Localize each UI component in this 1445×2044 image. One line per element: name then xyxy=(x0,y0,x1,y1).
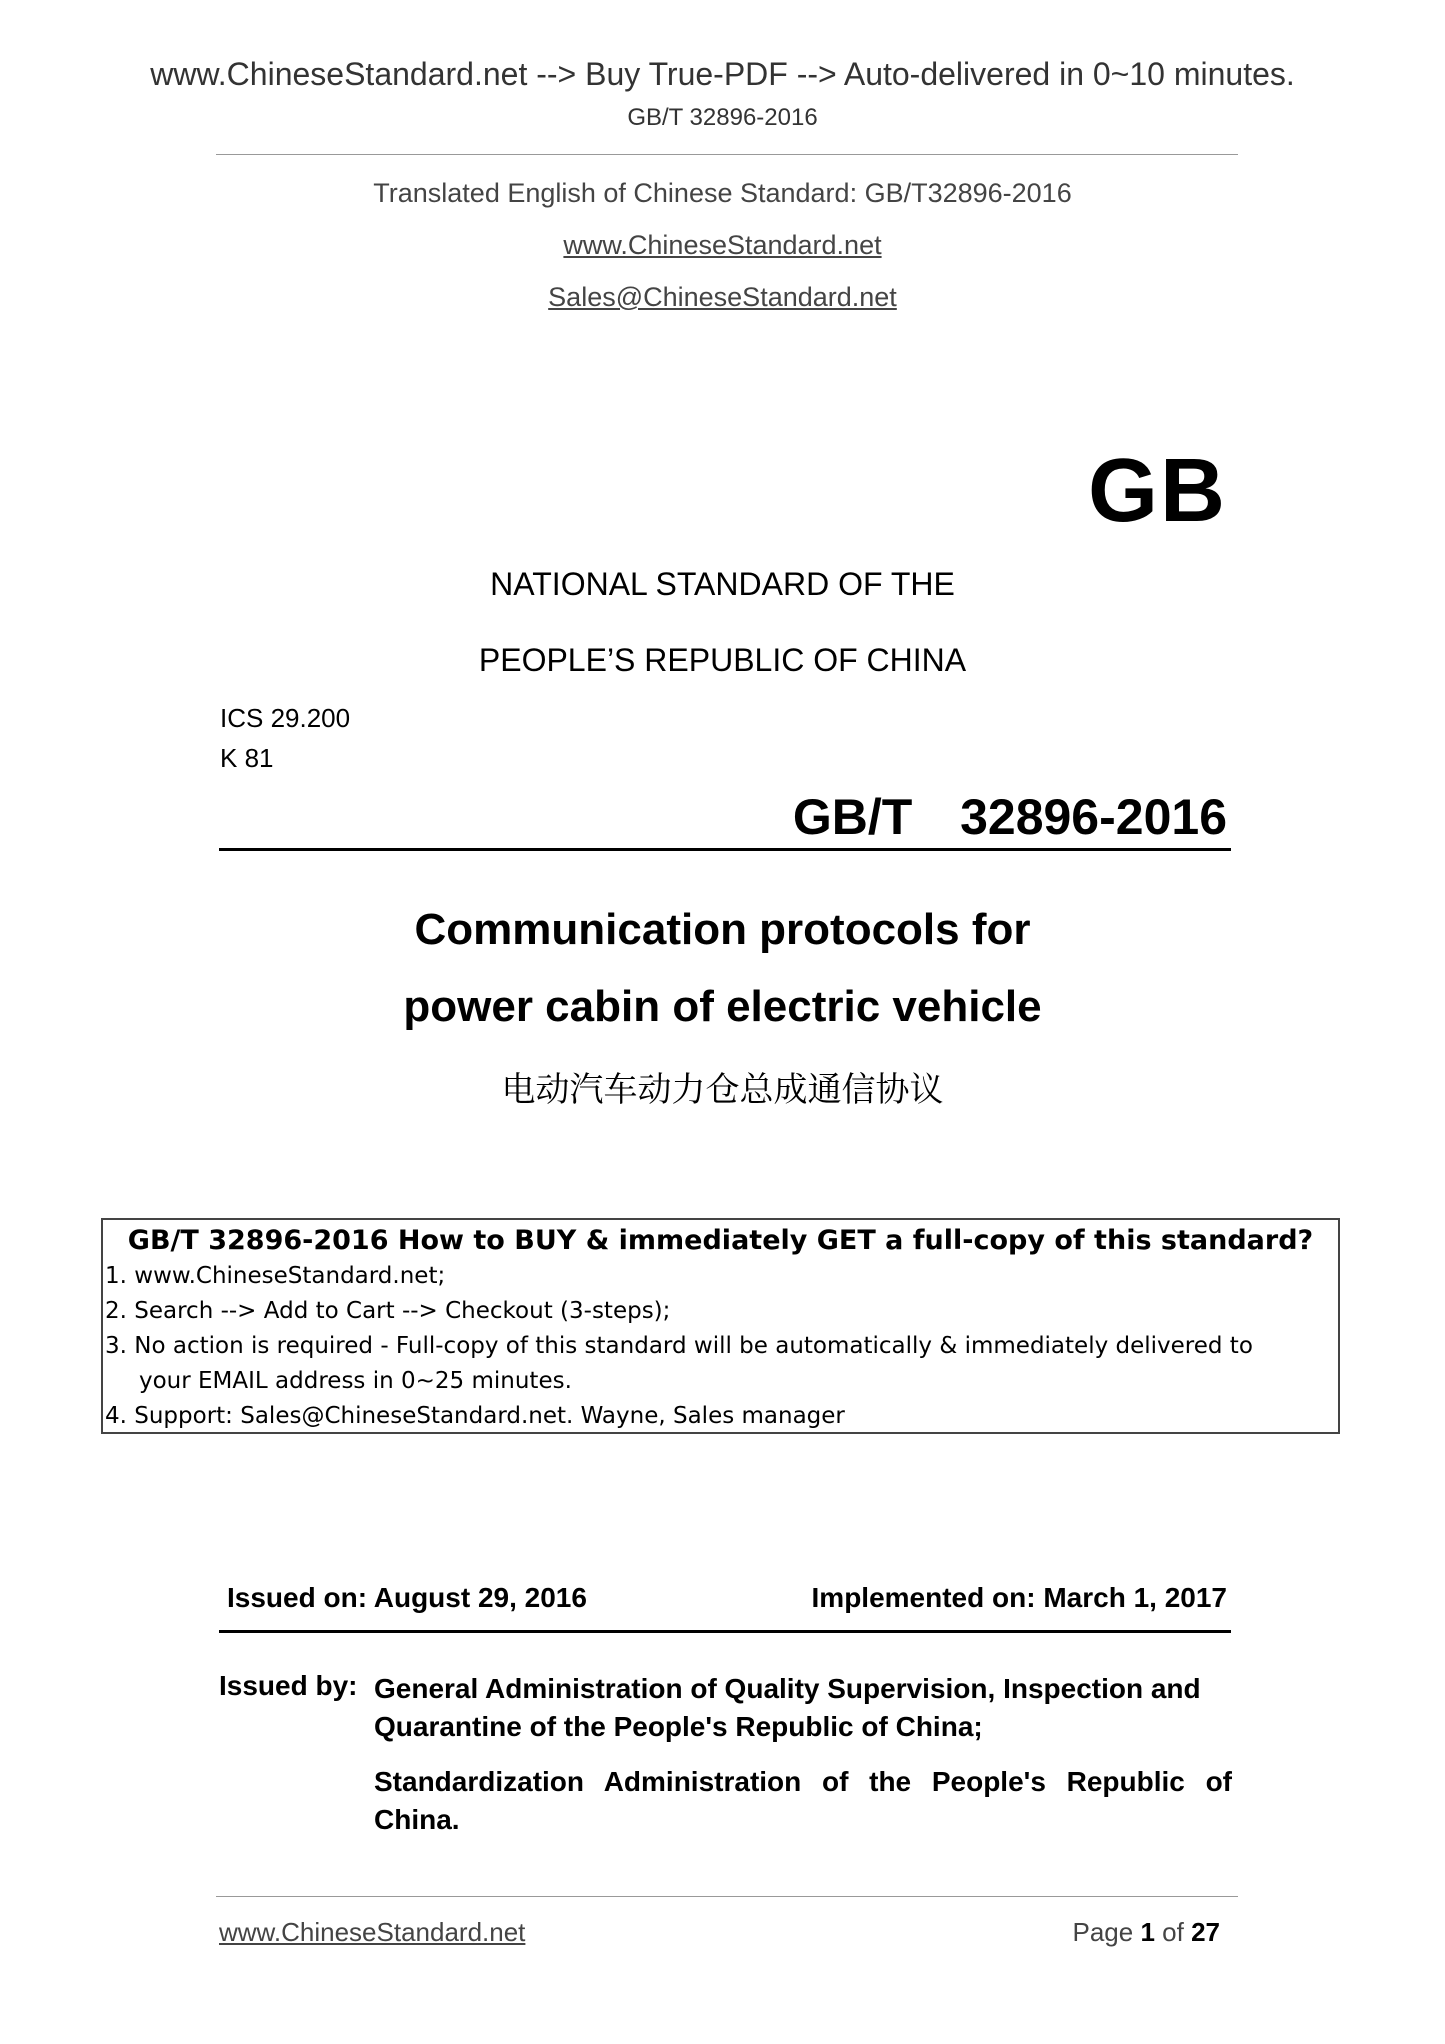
gb-mark: GB xyxy=(1088,441,1227,541)
standard-code: GB/T 32896-2016 xyxy=(792,789,1227,845)
title-line2: power cabin of electric vehicle xyxy=(403,982,1042,1031)
page-current: 1 xyxy=(1140,1917,1155,1947)
buy-box-title: GB/T 32896-2016 How to BUY & immediately GET a full-copy of this standard? xyxy=(127,1225,1314,1256)
email-link-wrap xyxy=(0,282,1445,313)
national-standard-line1: NATIONAL STANDARD OF THE xyxy=(490,566,955,602)
page-prefix: Page xyxy=(1072,1917,1134,1947)
buy-step-4: 4. Support: Sales@ChineseStandard.net. Wayne, Sales manager xyxy=(105,1403,845,1429)
header-divider xyxy=(216,154,1238,155)
page-total: 27 xyxy=(1191,1917,1220,1947)
implemented-on-date: Implemented on: March 1, 2017 xyxy=(811,1582,1227,1613)
k-code: K 81 xyxy=(220,743,274,773)
ics-code: ICS 29.200 xyxy=(220,703,351,733)
issuer-aqsiq: General Administration of Quality Supervision, Inspection and Quarantine of the People's Republic of China; xyxy=(374,1673,1201,1742)
buy-step-2: 2. Search --> Add to Cart --> Checkout (3-steps); xyxy=(105,1298,671,1324)
issued-by-label: Issued by: xyxy=(219,1670,358,1701)
code-rule xyxy=(219,848,1231,851)
website-link[interactable]: www.ChineseStandard.net xyxy=(563,230,882,260)
translation-line: Translated English of Chinese Standard: GB/T32896-2016 xyxy=(373,178,1072,208)
buy-step-3: 3. No action is required - Full-copy of this standard will be automatically & immediately delivered to xyxy=(105,1333,1253,1359)
footer-website-link[interactable]: www.ChineseStandard.net xyxy=(219,1917,526,1947)
top-banner: www.ChineseStandard.net --> Buy True-PDF --> Auto-delivered in 0~10 minutes. xyxy=(150,56,1295,92)
dates-rule xyxy=(219,1630,1231,1633)
sales-email-link[interactable]: Sales@ChineseStandard.net xyxy=(548,282,897,312)
national-standard-line2: PEOPLE’S REPUBLIC OF CHINA xyxy=(478,642,967,678)
buy-step-1: 1. www.ChineseStandard.net; xyxy=(105,1263,446,1289)
footer-website-wrap xyxy=(219,1917,525,1948)
website-link-wrap xyxy=(0,230,1445,261)
buy-instructions-box xyxy=(101,1218,1340,1434)
title-line1: Communication protocols for xyxy=(414,905,1031,954)
footer-divider xyxy=(216,1896,1238,1897)
title-chinese: 电动汽车动力仓总成通信协议 xyxy=(501,1070,944,1110)
page-sep: of xyxy=(1162,1917,1184,1947)
header-standard-code: GB/T 32896-2016 xyxy=(627,104,818,131)
page-number xyxy=(1072,1917,1220,1948)
buy-step-3-continued: your EMAIL address in 0~25 minutes. xyxy=(139,1368,572,1394)
issued-on-date: Issued on: August 29, 2016 xyxy=(227,1582,587,1613)
issuer-sac: Standardization Administration of the People's Republic of China. xyxy=(374,1766,1232,1835)
